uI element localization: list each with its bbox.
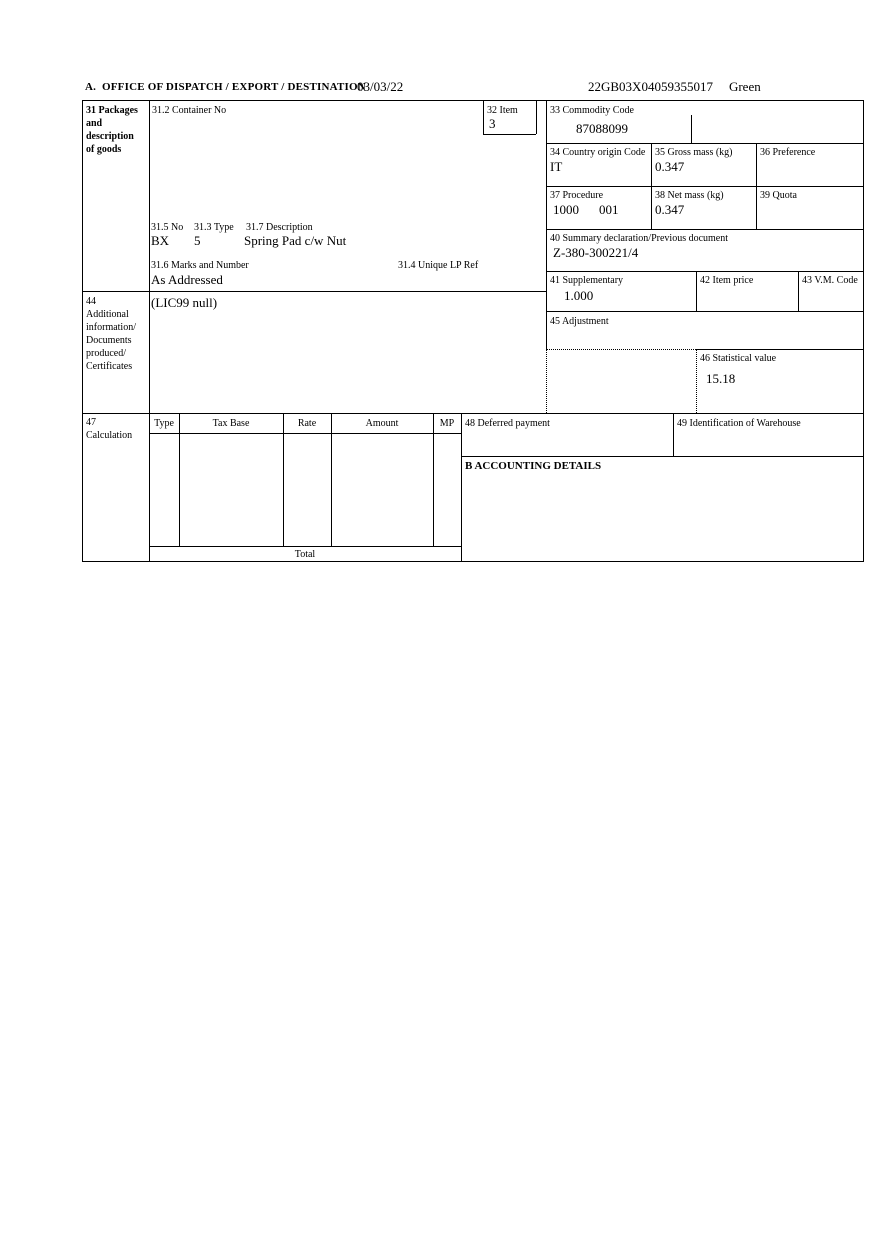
divider <box>798 271 799 311</box>
box-35-value: 0.347 <box>655 159 685 174</box>
divider <box>546 143 863 144</box>
divider <box>149 546 461 547</box>
box-32-label: 32 Item <box>487 105 518 116</box>
calc-header-type: Type <box>154 418 174 429</box>
box-35-label: 35 Gross mass (kg) <box>655 147 733 158</box>
box-40-label: 40 Summary declaration/Previous document <box>550 233 729 244</box>
divider-dotted <box>546 349 696 350</box>
divider <box>536 101 537 134</box>
section-b-title: B ACCOUNTING DETAILS <box>465 460 602 472</box>
box-43-label: 43 V.M. Code <box>802 275 858 286</box>
box-49-label: 49 Identification of Warehouse <box>677 418 801 429</box>
divider <box>83 291 546 292</box>
box-46-label: 46 Statistical value <box>700 353 777 364</box>
calc-header-tax-base: Tax Base <box>212 418 250 429</box>
box-34-label: 34 Country origin Code <box>550 147 646 158</box>
box-31-2-label: 31.2 Container No <box>152 105 227 116</box>
divider <box>83 413 863 414</box>
routing-status: Green <box>728 79 761 94</box>
box-41-label: 41 Supplementary <box>550 275 624 286</box>
divider <box>483 134 536 135</box>
divider-dotted <box>696 349 697 413</box>
calc-header-rate: Rate <box>297 418 317 429</box>
box-47-label: 47 Calculation <box>86 417 133 441</box>
box-37-value-2: 001 <box>599 202 619 217</box>
calc-total-label: Total <box>294 549 316 560</box>
box-46-value: 15.18 <box>706 371 736 386</box>
divider-dotted <box>546 349 547 413</box>
calc-header-mp: MP <box>439 418 455 429</box>
divider <box>461 413 462 561</box>
box-31-6-label: 31.6 Marks and Number <box>151 260 249 271</box>
box-45-label: 45 Adjustment <box>550 316 609 327</box>
box-33-value: 87088099 <box>576 121 628 136</box>
box-37-label: 37 Procedure <box>550 190 604 201</box>
declaration-form <box>82 100 864 562</box>
divider <box>673 413 674 456</box>
divider <box>546 229 863 230</box>
box-31-label: 31 Packages and description of goods <box>86 105 138 155</box>
box-31-6-value: As Addressed <box>151 272 223 287</box>
box-41-value: 1.000 <box>564 288 594 303</box>
header-date: 03/03/22 <box>357 79 404 94</box>
box-37-value-1: 1000 <box>553 202 579 217</box>
box-39-label: 39 Quota <box>760 190 797 201</box>
box-31-5-value: BX <box>151 233 170 248</box>
divider <box>461 456 863 457</box>
box-32-value: 3 <box>489 116 496 131</box>
divider <box>696 271 697 311</box>
calc-header-amount: Amount <box>365 418 399 429</box>
divider <box>651 143 652 229</box>
box-40-value: Z-380-300221/4 <box>553 245 639 260</box>
divider <box>546 271 863 272</box>
divider <box>691 115 692 143</box>
box-31-7-label: 31.7 Description <box>246 222 313 233</box>
box-36-label: 36 Preference <box>760 147 816 158</box>
mrn-value: 22GB03X04059355017 <box>588 79 713 94</box>
box-31-7-value: Spring Pad c/w Nut <box>244 233 347 248</box>
box-31-4-label: 31.4 Unique LP Ref <box>398 260 479 271</box>
header-mrn-group <box>588 79 761 94</box>
divider <box>483 101 484 134</box>
box-38-label: 38 Net mass (kg) <box>655 190 724 201</box>
box-31-3-label: 31.3 Type <box>194 222 234 233</box>
box-31-3-value: 5 <box>194 233 201 248</box>
divider <box>546 311 863 312</box>
box-44-value: (LIC99 null) <box>151 295 218 310</box>
box-42-label: 42 Item price <box>700 275 754 286</box>
box-33-label: 33 Commodity Code <box>550 105 634 116</box>
box-44-label: 44 Additional information/ Documents produced/ Certificates <box>86 296 136 372</box>
section-a-title: A. OFFICE OF DISPATCH / EXPORT / DESTINATION <box>85 81 366 93</box>
divider <box>149 101 150 561</box>
box-34-value: IT <box>550 159 563 174</box>
box-31-5-label: 31.5 No <box>151 222 184 233</box>
box-48-label: 48 Deferred payment <box>465 418 550 429</box>
divider <box>149 433 461 434</box>
divider <box>756 143 757 229</box>
box-38-value: 0.347 <box>655 202 685 217</box>
divider <box>546 186 863 187</box>
divider <box>696 349 863 350</box>
